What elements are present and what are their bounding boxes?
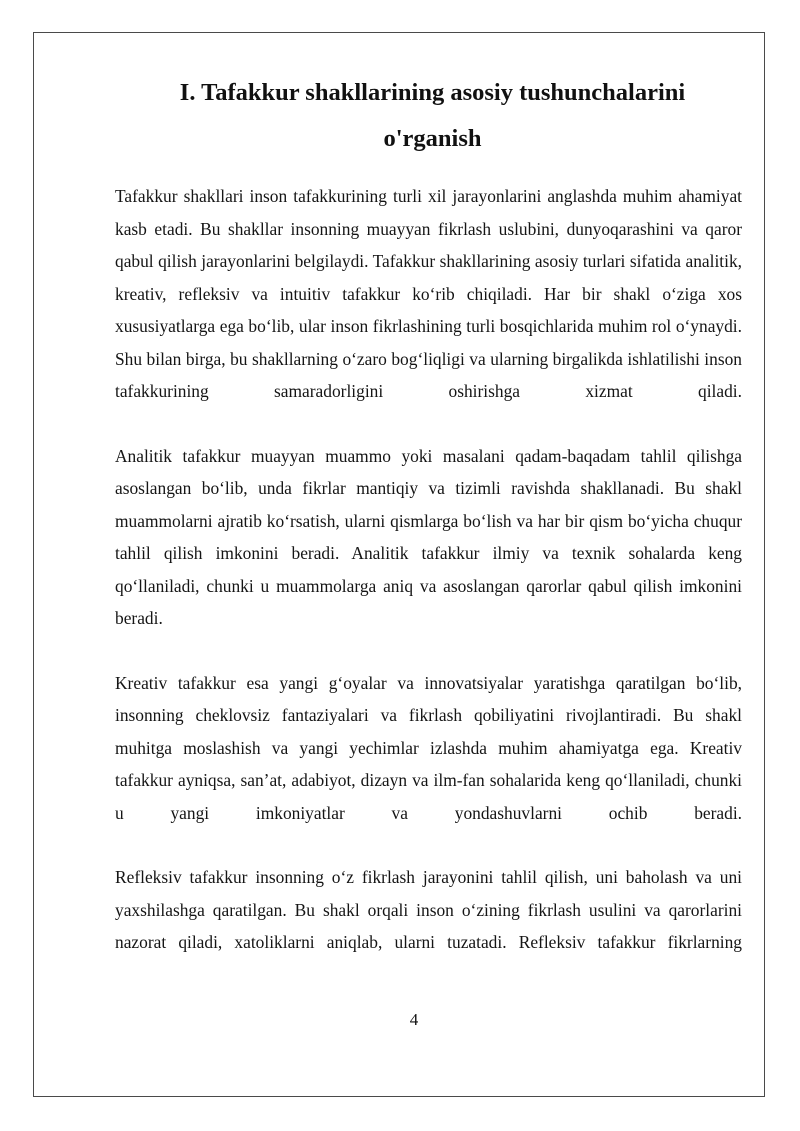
paragraph-creative: Kreativ tafakkur esa yangi g‘oyalar va innovatsiyalar yaratishga qaratilgan bo‘lib, insonning cheklovsiz fantaziyalari va fikrlash qobiliyatini rivojlantiradi. Bu shakl muhitga moslashish va yangi yechimlar izlashda muhim ahamiyatga ega. Kreativ tafakkur ayniqsa, san’at, adabiyot, dizayn va ilm-fan sohalarida keng qo‘llaniladi, chunki u yangi imkoniyatlar va yondashuvlarni ochib beradi.	[115, 672, 742, 823]
paragraph-analytic: Analitik tafakkur muayyan muammo yoki masalani qadam-baqadam tahlil qilishga asoslangan bo‘lib, unda fikrlar mantiqiy va tizimli ravishda shakllanadi. Bu shakl muammolarni ajratib ko‘rsatish, ularni qismlarga bo‘lish va har bir qism bo‘yicha chuqur tahlil qilish imkonini beradi. Analitik tafakkur ilmiy va texnik sohalarda keng qo‘llaniladi, chunki u muammolarga aniq va asoslangan qarorlar qabul qilish imkonini beradi.	[115, 445, 742, 628]
section-title-line-1: I. Tafakkur shakllarining asosiy tushunchalarini	[179, 79, 686, 106]
body-text	[115, 180, 742, 959]
page-number: 4	[409, 1010, 419, 1029]
section-title-line-2: o'rganish	[383, 125, 482, 152]
paragraph-reflexive: Refleksiv tafakkur insonning o‘z fikrlash jarayonini tahlil qilish, uni baholash va uni yaxshilashga qaratilgan. Bu shakl orqali inson o‘zining fikrlash usulini va qarorlarini nazorat qiladi, xatoliklarni aniqlab, ularni tuzatadi. Refleksiv tafakkur fikrlarning	[115, 867, 742, 952]
paragraph-intro: Tafakkur shakllari inson tafakkurining turli xil jarayonlarini anglashda muhim ahamiyat kasb etadi. Bu shakllar insonning muayyan fikrlash uslubini, dunyoqarashini va qaror qabul qilish jarayonlarini belgilaydi. Tafakkur shakllarining asosiy turlari sifatida analitik, kreativ, refleksiv va intuitiv tafakkur ko‘rib chiqiladi. Har bir shakl o‘ziga xos xususiyatlarga ega bo‘lib, ular inson fikrlashining turli bosqichlarida muhim rol o‘ynaydi. Shu bilan birga, bu shakllarning o‘zaro bog‘liqligi va ularning birgalikda ishlatilishi inson tafakkurining samaradorligini oshirishga xizmat qiladi.	[115, 186, 742, 401]
page-content	[115, 70, 742, 991]
section-title	[115, 70, 742, 162]
